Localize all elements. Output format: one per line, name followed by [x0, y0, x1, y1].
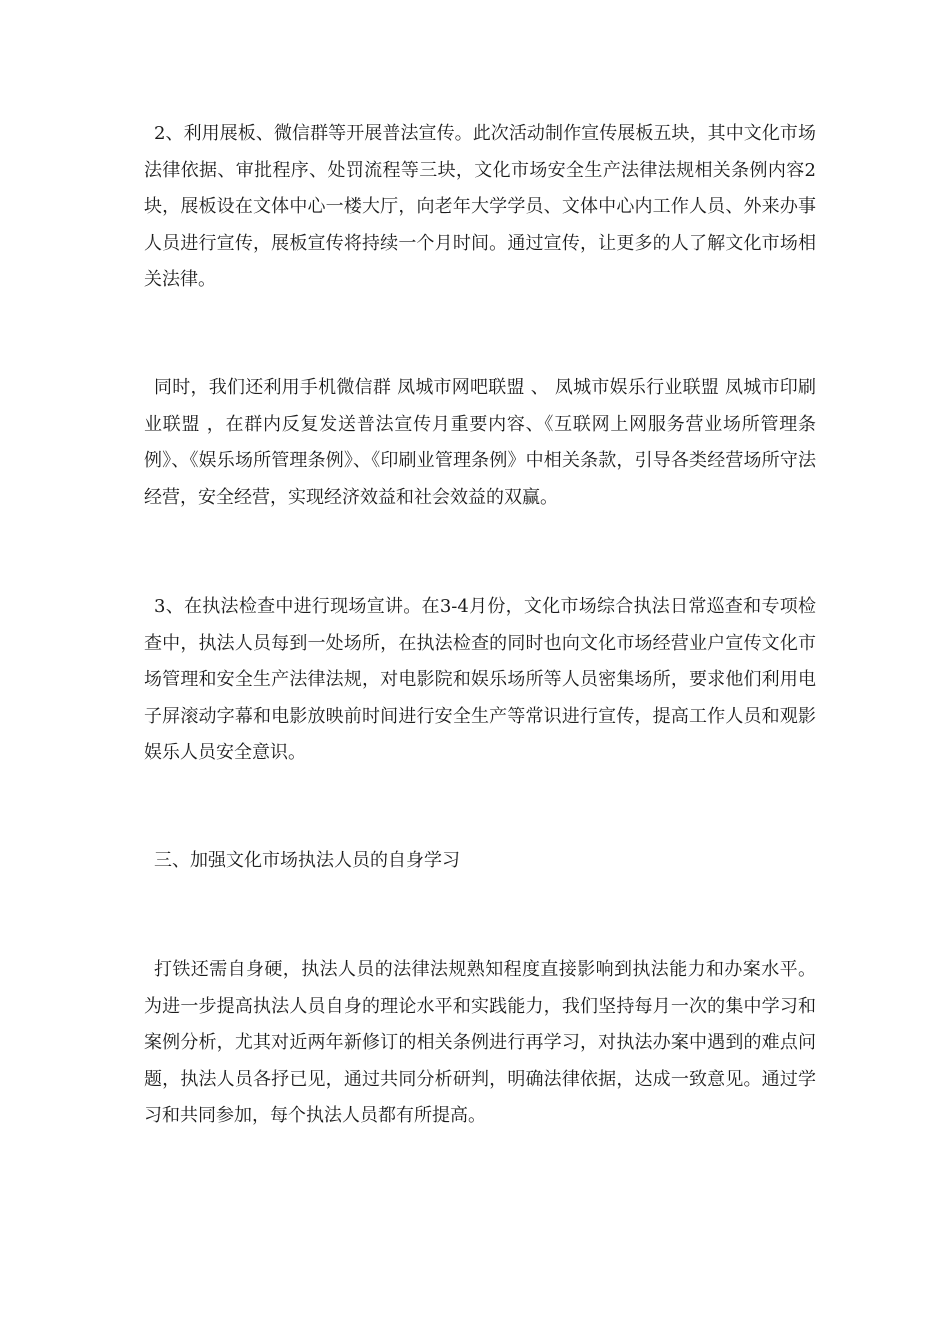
paragraph-wechat-groups: 同时，我们还利用手机微信群 凤城市网吧联盟 、 凤城市娱乐行业联盟 凤城市印刷业联盟 ，在群内反复发送普法宣传月重要内容、《互联网上网服务营业场所管理条例》、《娱乐场所管理条例》、《印刷业管理条例》中相关条款，引导各类经营场所守法经营，安全经营，实现经济效益和社会效益的双赢。 — [144, 377, 816, 508]
paragraph-self-study: 打铁还需自身硬，执法人员的法律法规熟知程度直接影响到执法能力和办案水平。为进一步提高执法人员自身的理论水平和实践能力，我们坚持每月一次的集中学习和案例分析，尤其对近两年新修订的相关条例进行再学习，对执法办案中遇到的难点问题，执法人员各抒已见，通过共同分析研判，明确法律依据，达成一致意见。通过学习和共同参加，每个执法人员都有所提高。 — [144, 959, 816, 1126]
paragraph-onsite-inspection: 3、在执法检查中进行现场宣讲。在3-4月份，文化市场综合执法日常巡查和专项检查中，执法人员每到一处场所，在执法检查的同时也向文化市场经营业户宣传文化市场管理和安全生产法律法规，对电影院和娱乐场所等人员密集场所，要求他们利用电子屏滚动字幕和电影放映前时间进行安全生产等常识进行宣传，提高工作人员和观影娱乐人员安全意识。 — [144, 596, 816, 763]
section-heading-self-study: 三、加强文化市场执法人员的自身学习 — [154, 850, 460, 871]
paragraph-propaganda-boards: 2、利用展板、微信群等开展普法宣传。此次活动制作宣传展板五块，其中文化市场法律依据、审批程序、处罚流程等三块，文化市场安全生产法律法规相关条例内容2块，展板设在文体中心一楼大厅，向老年大学学员、文体中心内工作人员、外来办事人员进行宣传，展板宣传将持续一个月时间。通过宣传，让更多的人了解文化市场相关法律。 — [144, 123, 816, 290]
